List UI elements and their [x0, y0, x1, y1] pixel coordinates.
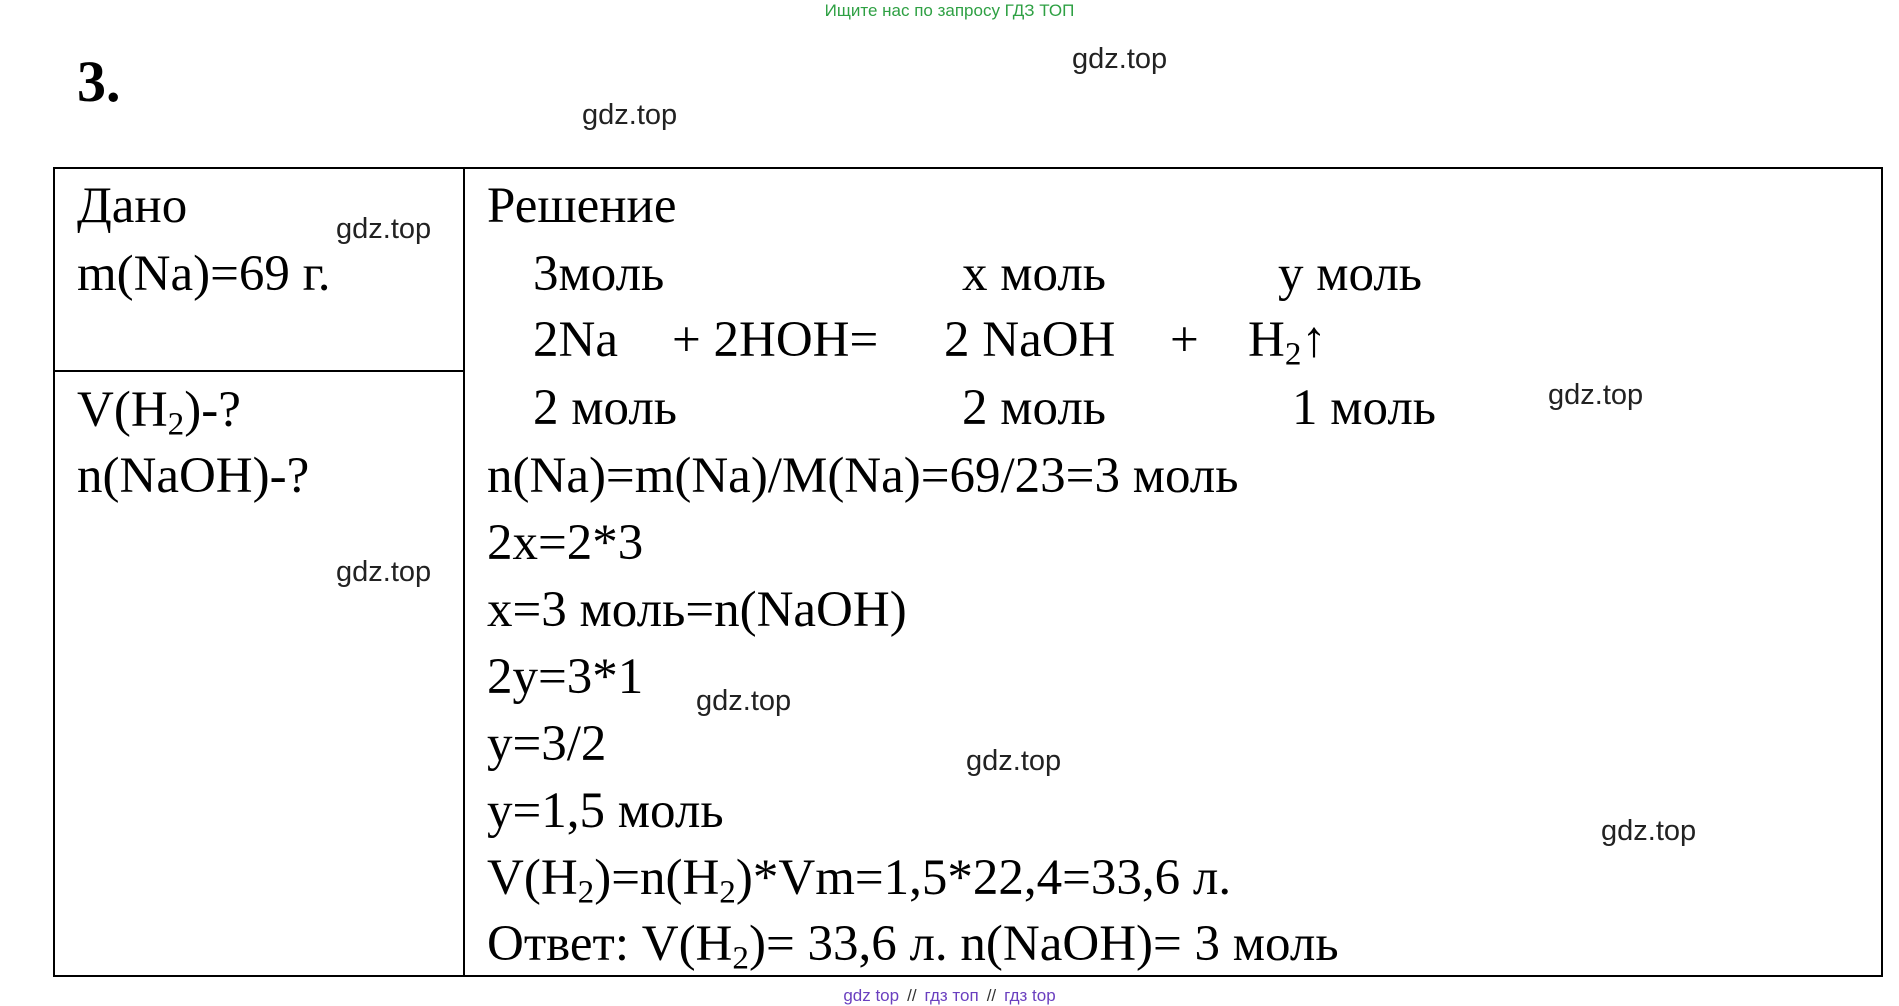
moles-below-h2: 1 моль: [1292, 380, 1437, 436]
problem-number: 3.: [77, 49, 121, 114]
footer-link[interactable]: гдз топ: [924, 986, 979, 1005]
moles-above-naoh: x моль: [962, 246, 1107, 302]
equation-h2: $H_2↑$: [1248, 312, 1327, 373]
solution-line: 2y=3*1: [487, 649, 644, 705]
moles-above-h2: y моль: [1278, 246, 1423, 302]
solution-line: x=3 моль=n(NaOH): [487, 582, 907, 638]
solution-line: y=1,5 моль: [487, 783, 724, 839]
solution-header: Решение: [487, 178, 677, 234]
footer-link[interactable]: gdz top: [843, 986, 900, 1005]
moles-above-na: 3моль: [533, 246, 665, 302]
equation-na: 2Na: [533, 312, 618, 368]
footer-links: [0, 986, 1899, 1006]
equation-hoh: + 2HOH=: [672, 312, 879, 368]
footer-separator: //: [907, 986, 917, 1005]
given-mass: m(Na)=69 г.: [77, 246, 331, 302]
search-banner[interactable]: Ищите нас по запросу ГДЗ ТОП: [824, 1, 1075, 20]
moles-below-naoh: 2 моль: [962, 380, 1107, 436]
watermark: gdz.top: [696, 685, 792, 717]
moles-below-na: 2 моль: [533, 380, 678, 436]
watermark: gdz.top: [582, 99, 678, 131]
footer-separator: //: [986, 986, 997, 1005]
watermark: gdz.top: [336, 556, 432, 588]
answer-line: Ответ: $V(H_2)= 33,6$ л. n(NaOH)= 3 моль: [487, 916, 1339, 977]
equation-naoh: 2 NaOH: [944, 312, 1116, 368]
solution-line: n(Na)=m(Na)/M(Na)=69/23=3 моль: [487, 448, 1239, 504]
find-amount: n(NaOH)-?: [77, 448, 310, 504]
solution-line: 2x=2*3: [487, 515, 644, 571]
equation-plus: +: [1170, 312, 1199, 368]
footer-link[interactable]: гдз top: [1004, 986, 1056, 1005]
watermark: gdz.top: [1072, 43, 1168, 75]
up-arrow-icon: ↑: [1301, 312, 1327, 368]
watermark: gdz.top: [336, 213, 432, 245]
solution-line: $V(H_2)=n(H_2)*Vm=1,5*22,4=33,6$ л.: [487, 850, 1232, 911]
given-header: Дано: [77, 178, 188, 234]
table-row-divider: [53, 370, 464, 372]
watermark: gdz.top: [966, 745, 1062, 777]
find-volume: $V(H_2)-$?: [77, 382, 241, 443]
watermark: gdz.top: [1548, 379, 1644, 411]
table-column-divider: [463, 167, 465, 977]
solution-line: y=3/2: [487, 716, 607, 772]
watermark: gdz.top: [1601, 815, 1697, 847]
